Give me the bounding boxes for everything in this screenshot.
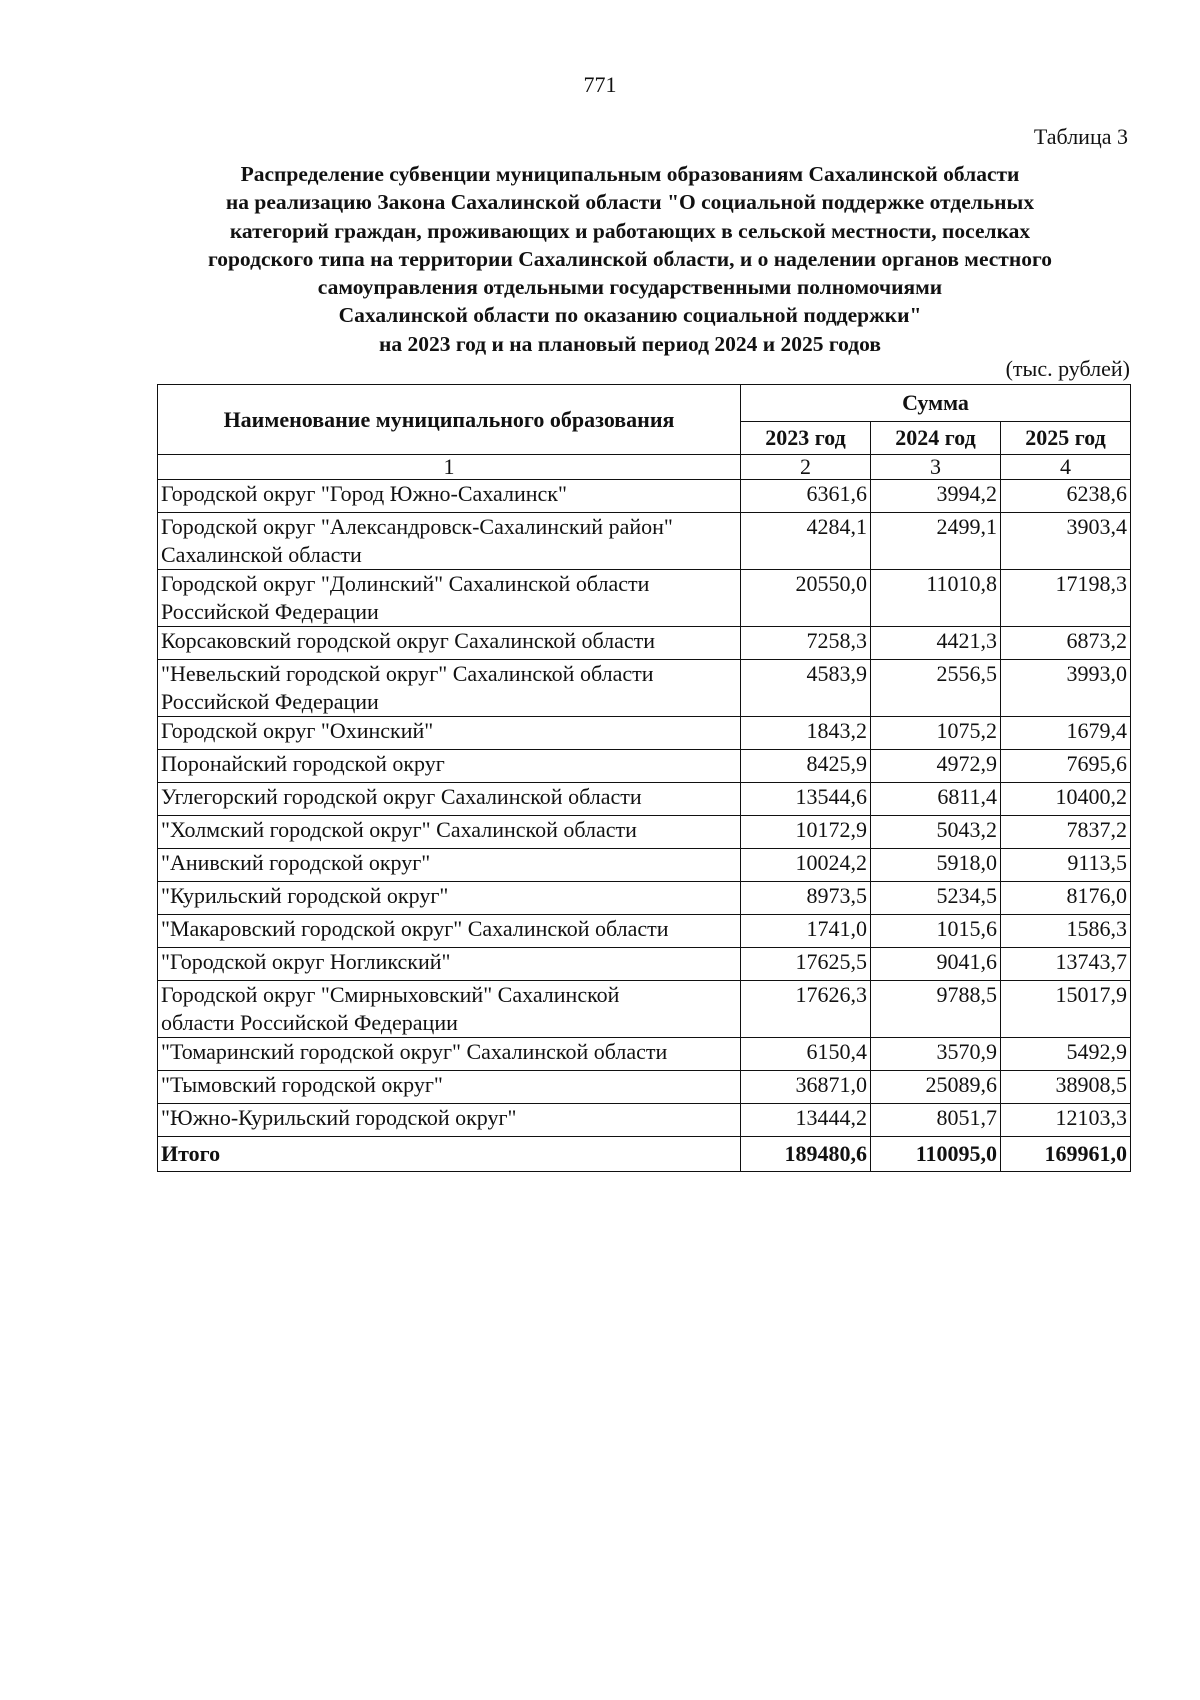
municipality-name-line: Городской округ "Город Южно-Сахалинск" [161,481,567,506]
value-2024: 11010,8 [871,570,1001,627]
value-2024: 4972,9 [871,750,1001,783]
total-label: Итого [158,1137,741,1172]
municipality-name-line: "Томаринский городской округ" Сахалинской области [161,1039,668,1064]
value-2023: 36871,0 [741,1071,871,1104]
municipality-name [158,717,741,750]
table-row [158,480,1131,513]
title-line: категорий граждан, проживающих и работающих в сельской местности, поселках [229,218,1031,243]
title-line: городского типа на территории Сахалинской области, и о наделении органов местного [208,246,1052,271]
subvention-table [157,384,1131,1172]
header-year-2024: 2024 год [871,422,1001,455]
table-row [158,915,1131,948]
value-2023: 1741,0 [741,915,871,948]
municipality-name-line: Городской округ "Александровск-Сахалинский район" [161,514,673,539]
value-2023: 6361,6 [741,480,871,513]
title-line: на реализацию Закона Сахалинской области "О социальной поддержке отдельных [225,190,1035,215]
municipality-name [158,783,741,816]
municipality-name [158,1104,741,1137]
value-2024: 8051,7 [871,1104,1001,1137]
value-2025: 1679,4 [1001,717,1131,750]
municipality-name [158,882,741,915]
value-2024: 4421,3 [871,627,1001,660]
value-2025: 3993,0 [1001,660,1131,717]
value-2025: 8176,0 [1001,882,1131,915]
municipality-name-line: "Южно-Курильский городской округ" [161,1105,517,1130]
value-2024: 5918,0 [871,849,1001,882]
municipality-name [158,981,741,1038]
column-number: 4 [1001,455,1131,480]
municipality-name [158,948,741,981]
municipality-name [158,1038,741,1071]
table-row [158,1104,1131,1137]
page-number: 771 [583,72,617,97]
column-number: 3 [871,455,1001,480]
value-2025: 3903,4 [1001,513,1131,570]
value-2025: 1586,3 [1001,915,1131,948]
municipality-name [158,816,741,849]
value-2023: 17626,3 [741,981,871,1038]
value-2024: 25089,6 [871,1071,1001,1104]
value-2025: 7695,6 [1001,750,1131,783]
title-line: Сахалинской области по оказанию социальной поддержки" [338,303,922,328]
municipality-name [158,570,741,627]
value-2025: 17198,3 [1001,570,1131,627]
value-2023: 6150,4 [741,1038,871,1071]
total-value-2024: 110095,0 [871,1137,1001,1172]
header-sum: Сумма [741,385,1131,422]
value-2023: 7258,3 [741,627,871,660]
column-number: 2 [741,455,871,480]
value-2024: 5043,2 [871,816,1001,849]
municipality-name-line: Городской округ "Смирныховский" Сахалинской [161,982,620,1007]
table-row [158,816,1131,849]
municipality-name [158,849,741,882]
value-2023: 13544,6 [741,783,871,816]
table-row [158,717,1131,750]
table-row [158,660,1131,717]
value-2023: 17625,5 [741,948,871,981]
value-2024: 9788,5 [871,981,1001,1038]
municipality-name [158,750,741,783]
municipality-name-line: "Холмский городской округ" Сахалинской области [161,817,637,842]
value-2024: 3994,2 [871,480,1001,513]
municipality-name-line: Поронайский городской округ [161,751,445,776]
title-line: на 2023 год и на плановый период 2024 и 2025 годов [379,331,881,356]
units-label: (тыс. рублей) [1005,356,1130,381]
header-name: Наименование муниципального образования [158,385,741,455]
municipality-name-line: "Тымовский городской округ" [161,1072,443,1097]
municipality-name [158,1071,741,1104]
table-label: Таблица 3 [1033,124,1128,149]
table-row [158,627,1131,660]
table-row [158,849,1131,882]
municipality-name [158,660,741,717]
value-2024: 9041,6 [871,948,1001,981]
title-line: самоуправления отдельными государственными полномочиями [317,275,943,300]
municipality-name-line: Корсаковский городской округ Сахалинской области [161,628,656,653]
municipality-name [158,627,741,660]
value-2025: 13743,7 [1001,948,1131,981]
value-2025: 38908,5 [1001,1071,1131,1104]
value-2025: 6238,6 [1001,480,1131,513]
table-row [158,570,1131,627]
value-2024: 1015,6 [871,915,1001,948]
municipality-name [158,915,741,948]
value-2023: 13444,2 [741,1104,871,1137]
table-row [158,981,1131,1038]
document-title [150,160,1110,358]
municipality-name-line: Российской Федерации [161,689,379,714]
table-row [158,783,1131,816]
municipality-name-line: "Невельский городской округ" Сахалинской области [161,661,654,686]
municipality-name-line: области Российской Федерации [161,1010,458,1035]
municipality-name [158,480,741,513]
value-2023: 10024,2 [741,849,871,882]
municipality-name-line: Городской округ "Охинский" [161,718,434,743]
value-2025: 12103,3 [1001,1104,1131,1137]
value-2025: 15017,9 [1001,981,1131,1038]
value-2024: 6811,4 [871,783,1001,816]
header-year-2023: 2023 год [741,422,871,455]
value-2024: 2499,1 [871,513,1001,570]
value-2025: 6873,2 [1001,627,1131,660]
column-number: 1 [158,455,741,480]
table-body [158,480,1131,1137]
value-2024: 2556,5 [871,660,1001,717]
municipality-name-line: "Курильский городской округ" [161,883,449,908]
header-year-2025: 2025 год [1001,422,1131,455]
table-row [158,750,1131,783]
table-row [158,948,1131,981]
value-2025: 5492,9 [1001,1038,1131,1071]
total-row [158,1137,1131,1172]
value-2025: 9113,5 [1001,849,1131,882]
municipality-name [158,513,741,570]
value-2024: 1075,2 [871,717,1001,750]
municipality-name-line: "Анивский городской округ" [161,850,431,875]
municipality-name-line: Углегорский городской округ Сахалинской области [161,784,642,809]
municipality-name-line: "Макаровский городской округ" Сахалинской области [161,916,669,941]
total-value-2025: 169961,0 [1001,1137,1131,1172]
table-row [158,1071,1131,1104]
value-2024: 3570,9 [871,1038,1001,1071]
value-2025: 10400,2 [1001,783,1131,816]
value-2023: 8973,5 [741,882,871,915]
value-2023: 4583,9 [741,660,871,717]
municipality-name-line: Российской Федерации [161,599,379,624]
total-value-2023: 189480,6 [741,1137,871,1172]
table-row [158,513,1131,570]
value-2023: 10172,9 [741,816,871,849]
value-2023: 20550,0 [741,570,871,627]
value-2024: 5234,5 [871,882,1001,915]
municipality-name-line: "Городской округ Ногликский" [161,949,451,974]
municipality-name-line: Сахалинской области [161,542,362,567]
value-2023: 4284,1 [741,513,871,570]
value-2025: 7837,2 [1001,816,1131,849]
table-row [158,1038,1131,1071]
municipality-name-line: Городской округ "Долинский" Сахалинской области [161,571,650,596]
title-line: Распределение субвенции муниципальным образованиям Сахалинской области [240,162,1020,186]
table-row [158,882,1131,915]
value-2023: 1843,2 [741,717,871,750]
value-2023: 8425,9 [741,750,871,783]
